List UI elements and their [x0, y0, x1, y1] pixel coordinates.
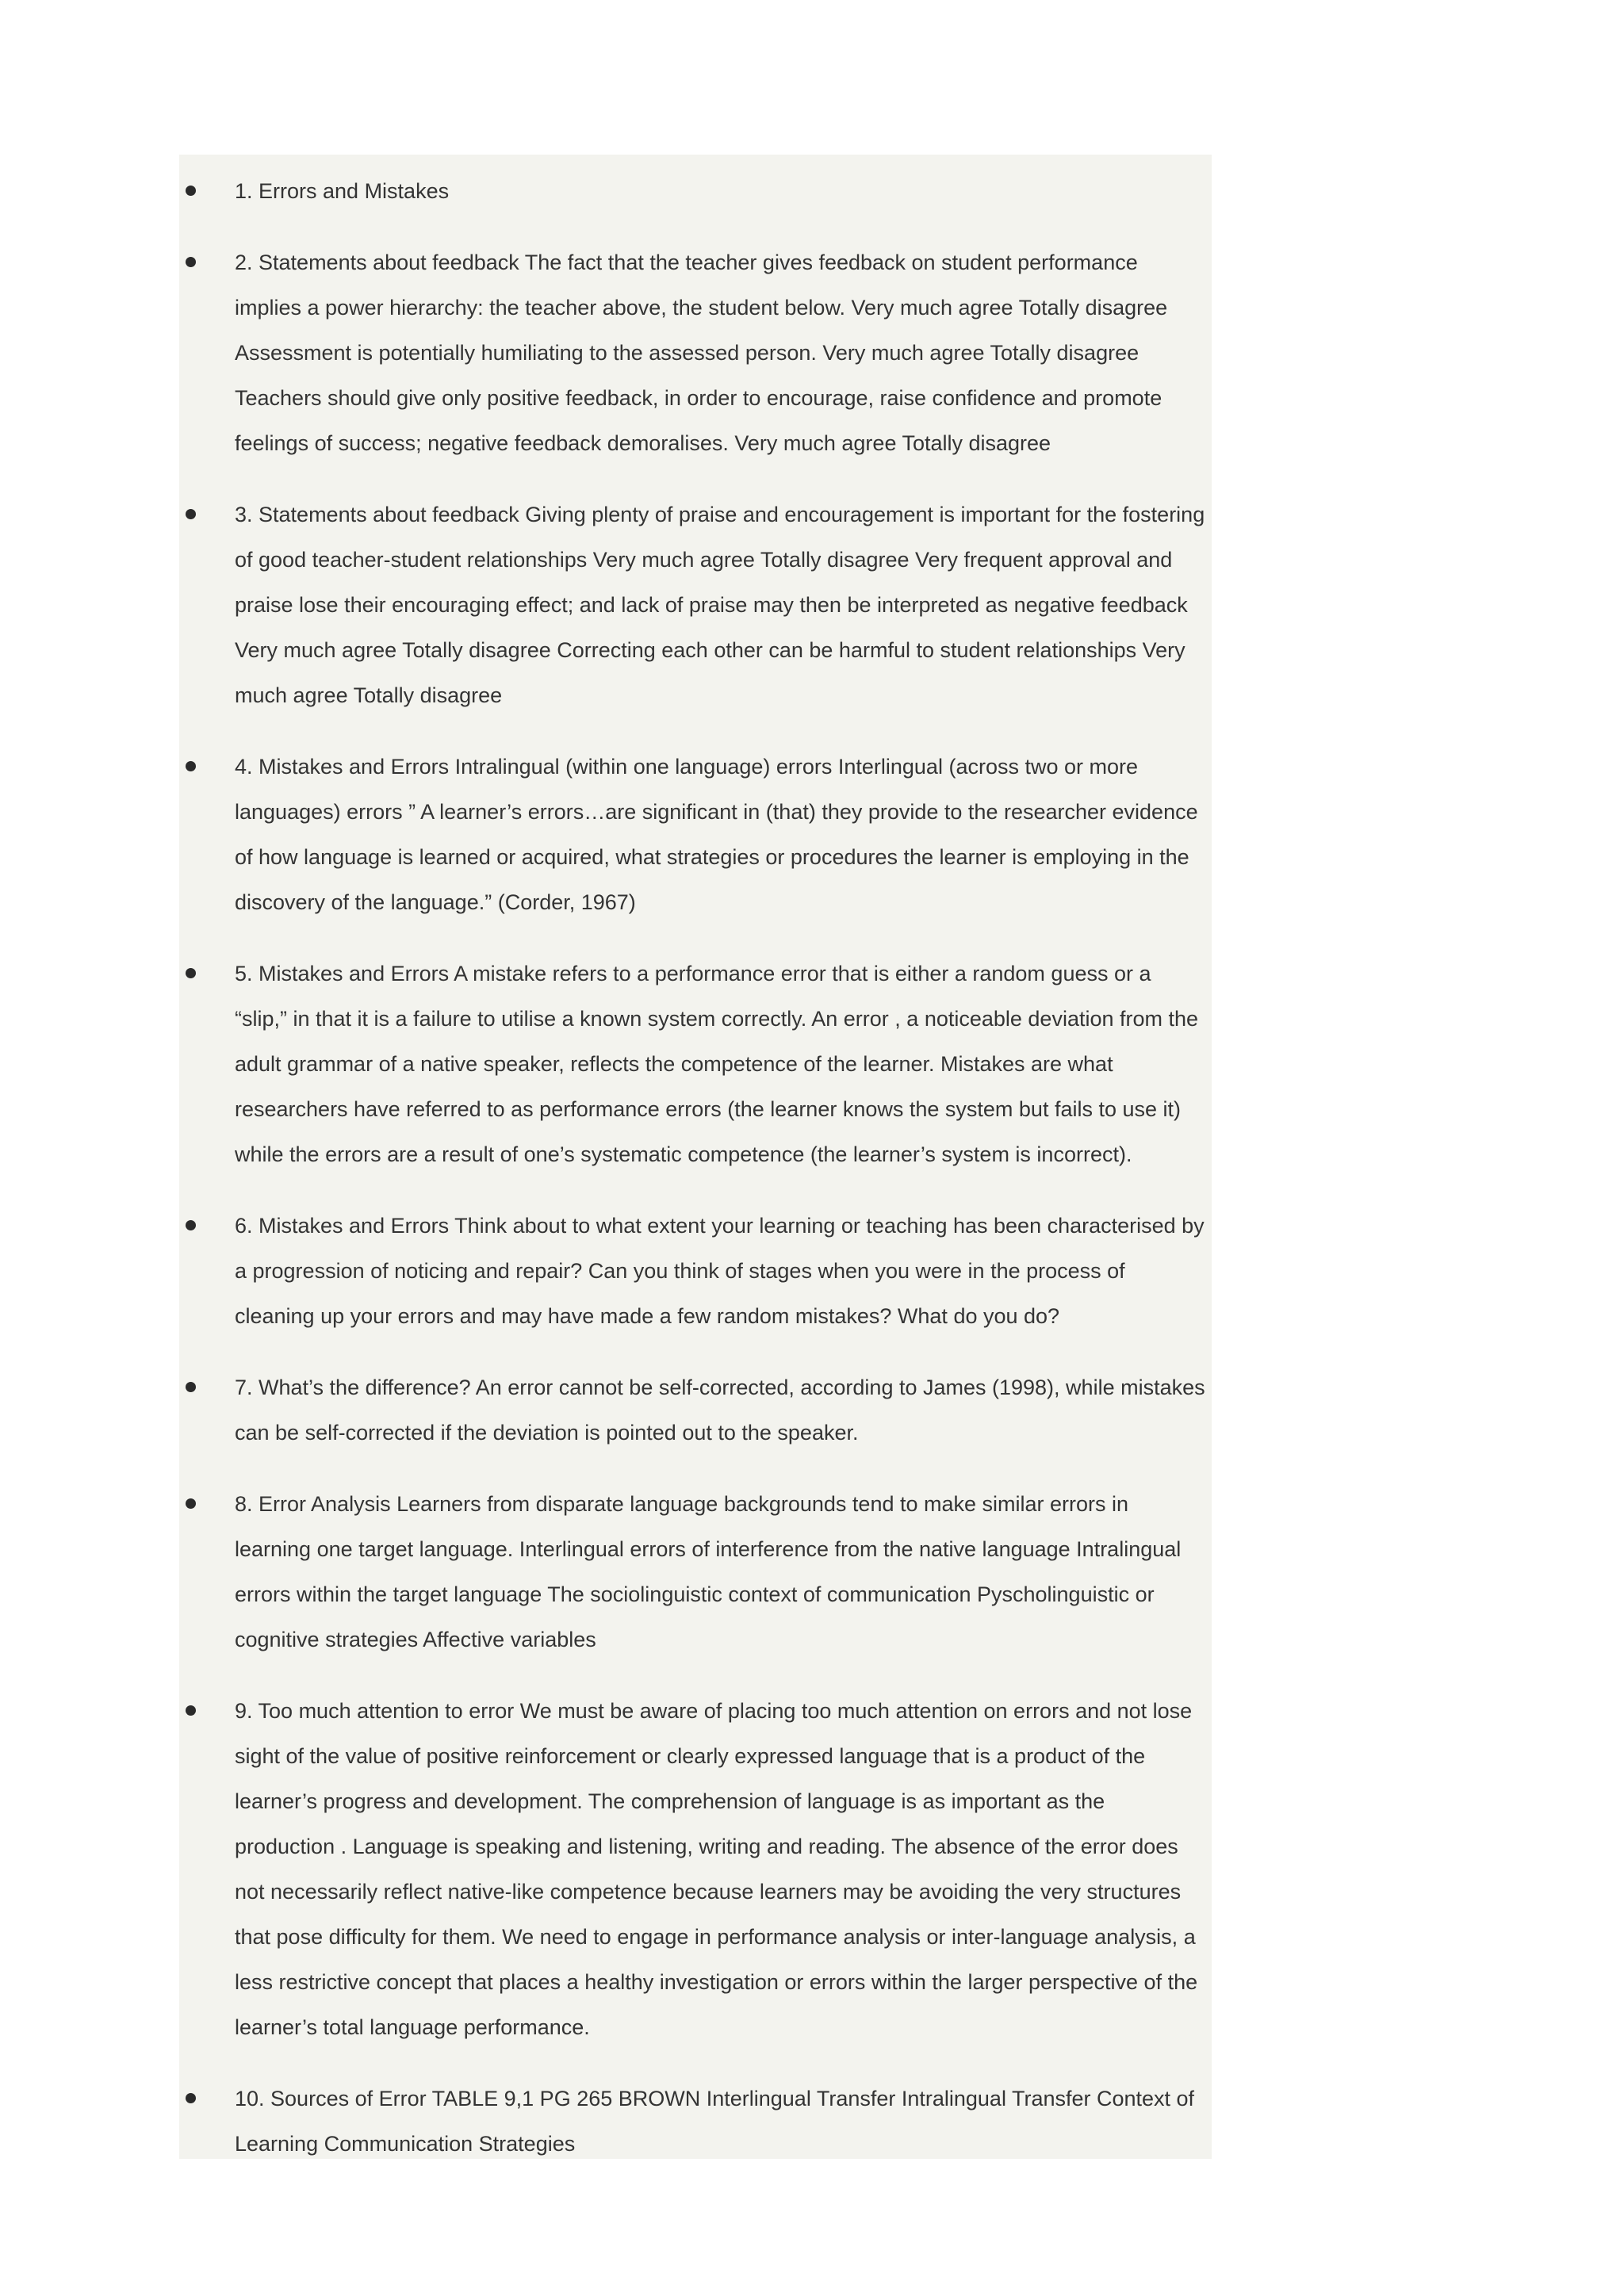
list-item-text: 6. Mistakes and Errors Think about to what extent your learning or teaching has been characterised by a progression of noticing and repair? Can you think of stages when you were in the process of cleaning up your errors and may have made a few random mistakes? What do you do?	[235, 1214, 1205, 1328]
list-item-text: 8. Error Analysis Learners from disparate language backgrounds tend to make similar errors in learning one target language. Interlingual errors of interference from the native language Intralingual errors within the target language The sociolinguistic context of communication Pyscholinguistic or cognitive strategies Affective variables	[235, 1492, 1182, 1651]
bullet-icon	[186, 186, 196, 196]
list-item-text: 3. Statements about feedback Giving plenty of praise and encouragement is important for the fostering of good teacher-student relationships Very much agree Totally disagree Very frequent approval and praise lose their encouraging effect; and lack of praise may then be interpreted as negative feedback Very much agree Totally disagree Correcting each other can be harmful to student relationships Very much agree Totally disagree	[235, 503, 1205, 707]
list-item	[179, 744, 1212, 925]
bullet-icon	[186, 761, 196, 771]
list-item	[179, 240, 1212, 466]
list-item	[179, 1365, 1212, 1456]
bullet-icon	[186, 1220, 196, 1230]
list-item	[179, 951, 1212, 1177]
bullet-icon	[186, 1705, 196, 1716]
bullet-icon	[186, 257, 196, 267]
bullet-icon	[186, 1498, 196, 1509]
list-item-text: 5. Mistakes and Errors A mistake refers to a performance error that is either a random guess or a “slip,” in that it is a failure to utilise a known system correctly. An error , a noticeable deviation from the adult grammar of a native speaker, reflects the competence of the learner. Mistakes are what researchers have referred to as performance errors (the learner knows the system but fails to use it) while the errors are a result of one’s systematic competence (the learner’s system is incorrect).	[235, 962, 1199, 1166]
list-item-text: 4. Mistakes and Errors Intralingual (within one language) errors Interlingual (across two or more languages) errors ” A learner’s errors…are significant in (that) they provide to the researcher evidence of how language is learned or acquired, what strategies or procedures the learner is employing in the discovery of the language.” (Corder, 1967)	[235, 755, 1198, 914]
bullet-icon	[186, 509, 196, 519]
bullet-icon	[186, 1382, 196, 1392]
list-item-text: 1. Errors and Mistakes	[235, 179, 450, 203]
list-item	[179, 1689, 1212, 2050]
document-panel	[179, 155, 1212, 2159]
list-item	[179, 1203, 1212, 1339]
bullet-icon	[186, 968, 196, 978]
list-item-text: 2. Statements about feedback The fact that the teacher gives feedback on student performance implies a power hierarchy: the teacher above, the student below. Very much agree Totally disagree Assessment is potentially humiliating to the assessed person. Very much agree Totally disagree Teachers should give only positive feedback, in order to encourage, raise confidence and promote feelings of success; negative feedback demoralises. Very much agree Totally disagree	[235, 251, 1168, 455]
list-item	[179, 169, 1212, 214]
bullet-list	[179, 169, 1212, 2167]
list-item	[179, 492, 1212, 718]
bullet-icon	[186, 2093, 196, 2103]
list-item-text: 7. What’s the difference? An error cannot be self-corrected, according to James (1998), while mistakes can be self-corrected if the deviation is pointed out to the speaker.	[235, 1376, 1205, 1445]
list-item-text: 9. Too much attention to error We must be aware of placing too much attention on errors and not lose sight of the value of positive reinforcement or clearly expressed language that is a product of the learner’s progress and development. The comprehension of language is as important as the production . Language is speaking and listening, writing and reading. The absence of the error does not necessarily reflect native-like competence because learners may be avoiding the very structures that pose difficulty for them. We need to engage in performance analysis or inter-language analysis, a less restrictive concept that places a healthy investigation or errors within the larger perspective of the learner’s total language performance.	[235, 1699, 1198, 2039]
list-item	[179, 1482, 1212, 1663]
list-item	[179, 2076, 1212, 2167]
list-item-text: 10. Sources of Error TABLE 9,1 PG 265 BROWN Interlingual Transfer Intralingual Transfer Context of Learning Communication Strategies	[235, 2087, 1195, 2156]
